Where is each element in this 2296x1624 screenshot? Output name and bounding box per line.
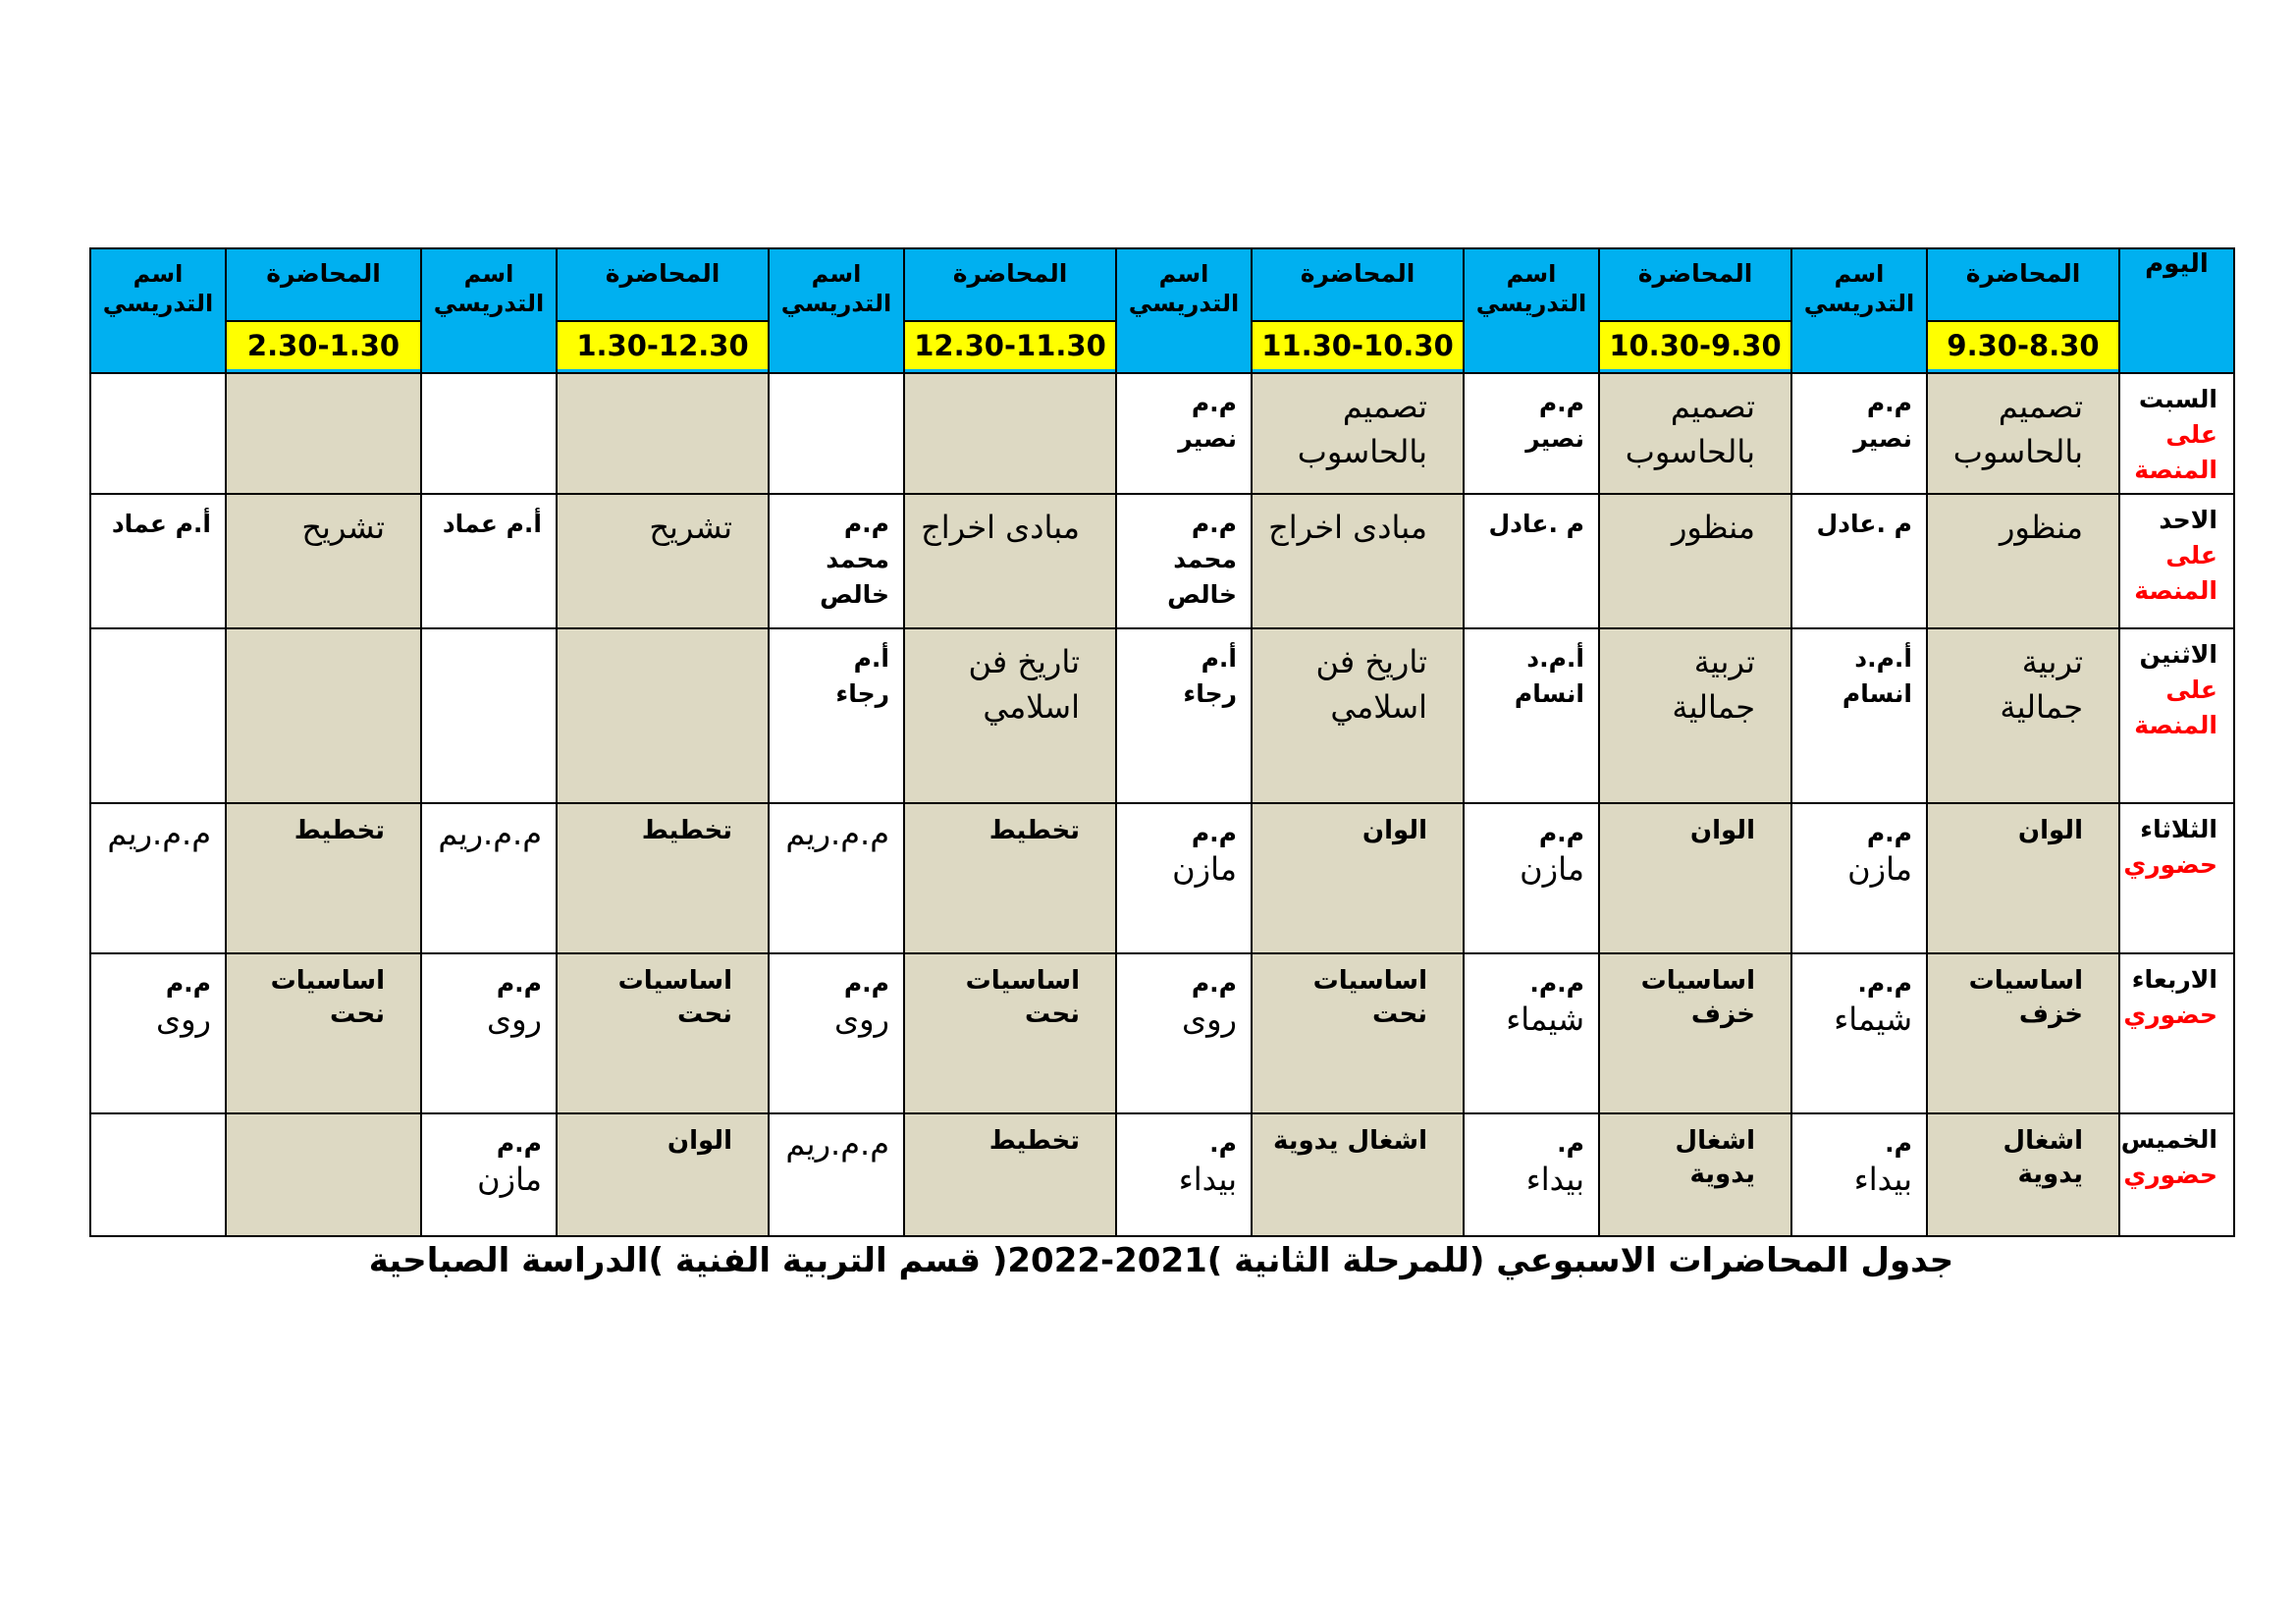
instructor-name <box>1792 629 1926 712</box>
lecture-name: تخطيط <box>294 816 385 845</box>
day-mode: على المنصة <box>2134 541 2217 605</box>
lecture-cell <box>1599 373 1791 494</box>
lecture-cell <box>557 373 769 494</box>
lecture-cell <box>557 953 769 1113</box>
time-slot-label: 12.30-11.30 <box>905 322 1115 369</box>
lecture-cell <box>226 1113 421 1236</box>
day-mode: حضوري <box>2123 850 2217 879</box>
lecture-cell <box>1599 803 1791 953</box>
instructor-cell <box>1791 1113 1927 1236</box>
instructor-cell <box>1116 953 1252 1113</box>
instructor-name <box>422 629 556 641</box>
instructor-cell <box>1116 628 1252 803</box>
instructor-title: م.م <box>1538 389 1584 417</box>
instructor-title: م.م <box>1191 389 1237 417</box>
schedule-caption: جدول المحاضرات الاسبوعي (للمرحلة الثانية )2021-2022( قسم التربية الفنية )الدراسة الصباحية <box>368 1241 1954 1280</box>
lecture-name <box>905 374 1115 384</box>
lecture-name: اساسيات نحت <box>617 966 732 1029</box>
instructor-cell <box>90 803 226 953</box>
instructor-header-label: اسم التدريسي <box>1475 260 1587 317</box>
schedule-sheet <box>89 247 2233 1237</box>
instructor-name <box>1465 629 1598 712</box>
lecture-header-label: المحاضرة <box>1300 259 1415 288</box>
time-slot-label: 9.30-8.30 <box>1928 322 2118 369</box>
lecture-name: تربية جمالية <box>1672 643 1755 726</box>
instructor-name <box>1117 629 1251 712</box>
instructor-header-6 <box>90 248 226 373</box>
instructor-name <box>1117 495 1251 613</box>
lecture-cell <box>904 953 1116 1113</box>
instructor-title: م.م <box>1191 969 1237 998</box>
instructor-title: م.م <box>496 969 542 998</box>
instructor-cell <box>90 628 226 803</box>
instructor-name <box>422 954 556 1037</box>
day-mode: على المنصة <box>2134 676 2217 739</box>
instructor-title: م. <box>1557 1129 1584 1158</box>
instructor-surname: بيداء <box>1853 1161 1912 1198</box>
instructor-name <box>91 374 225 386</box>
lecture-cell <box>226 803 421 953</box>
lecture-cell <box>226 953 421 1113</box>
instructor-cell <box>769 953 904 1113</box>
instructor-surname: رجاء <box>835 679 889 708</box>
instructor-title: م .عادل <box>1488 510 1584 538</box>
lecture-name: تصميم بالحاسوب <box>1625 388 1755 470</box>
lecture-name: اساسيات نحت <box>270 966 385 1029</box>
instructor-name <box>422 804 556 851</box>
instructor-name <box>91 954 225 1037</box>
instructor-cell <box>1464 803 1599 953</box>
day-name: الاثنين <box>2139 640 2217 669</box>
instructor-surname: خالص <box>820 580 889 609</box>
instructor-header-5 <box>421 248 557 373</box>
day-row <box>90 953 2234 1113</box>
instructor-title: م.م <box>843 969 889 998</box>
instructor-name <box>1792 954 1926 1037</box>
instructor-title: م.م <box>1866 819 1912 847</box>
instructor-name <box>91 1114 225 1126</box>
lecture-name: اشغال يدوية <box>1272 1126 1427 1156</box>
lecture-name: تخطيط <box>988 1126 1080 1156</box>
instructor-cell <box>1791 373 1927 494</box>
instructor-surname: روى <box>1182 1001 1237 1038</box>
day-name: الخميس <box>2120 1125 2217 1154</box>
instructor-title: م.م. <box>1857 969 1912 998</box>
instructor-header-label: اسم التدريسي <box>1803 260 1915 317</box>
instructor-header-1 <box>1791 248 1927 373</box>
time-slot-4 <box>904 321 1116 373</box>
day-mode: حضوري <box>2123 1001 2217 1029</box>
instructor-title: م.م <box>1191 819 1237 847</box>
instructor-cell <box>1464 373 1599 494</box>
instructor-cell <box>1791 628 1927 803</box>
time-slot-label: 2.30-1.30 <box>227 322 420 369</box>
time-slot-label: 10.30-9.30 <box>1600 322 1790 369</box>
lecture-name: الوان <box>2017 816 2083 845</box>
instructor-cell <box>1464 953 1599 1113</box>
lecture-cell <box>904 373 1116 494</box>
instructor-name <box>1792 495 1926 542</box>
lecture-name: مبادى اخراج <box>921 509 1080 546</box>
instructor-surname: شيماء <box>1506 1001 1584 1038</box>
instructor-name <box>1117 374 1251 457</box>
instructor-cell <box>1464 628 1599 803</box>
lecture-header-label: المحاضرة <box>605 259 721 288</box>
instructor-name <box>1465 495 1598 542</box>
lecture-header-label: المحاضرة <box>1965 259 2081 288</box>
instructor-title: م.م <box>165 969 211 998</box>
lecture-name: تشريح <box>649 509 732 546</box>
lecture-name: تشريح <box>301 509 385 546</box>
day-row <box>90 1113 2234 1236</box>
instructor-surname: مازن <box>477 1161 542 1198</box>
instructor-header-3 <box>1116 248 1252 373</box>
lecture-cell <box>1252 628 1464 803</box>
instructor-cell <box>1791 803 1927 953</box>
instructor-title: م.م. <box>1529 969 1584 998</box>
instructor-surname: شيماء <box>1834 1001 1912 1038</box>
instructor-cell <box>1791 494 1927 628</box>
lecture-cell <box>904 494 1116 628</box>
instructor-cell <box>421 628 557 803</box>
lecture-cell <box>226 373 421 494</box>
instructor-surname: مازن <box>1172 850 1237 888</box>
day-name: السبت <box>2138 385 2217 413</box>
day-row <box>90 803 2234 953</box>
instructor-name <box>1465 374 1598 457</box>
lecture-name: الوان <box>1362 816 1427 845</box>
lecture-header-label: المحاضرة <box>952 259 1068 288</box>
lecture-name <box>227 374 420 384</box>
instructor-cell <box>1116 494 1252 628</box>
instructor-cell <box>769 803 904 953</box>
lecture-cell <box>1252 1113 1464 1236</box>
instructor-title: أ.م عماد <box>111 510 211 538</box>
instructor-name <box>770 629 903 712</box>
instructor-cell <box>769 1113 904 1236</box>
day-mode: حضوري <box>2123 1161 2217 1189</box>
instructor-cell <box>1116 1113 1252 1236</box>
instructor-surname: رجاء <box>1183 679 1237 708</box>
lecture-cell <box>1927 628 2119 803</box>
lecture-header-4 <box>904 248 1116 321</box>
instructor-cell <box>1116 373 1252 494</box>
instructor-cell <box>1464 494 1599 628</box>
instructor-title: م.م <box>1866 389 1912 417</box>
day-name: الثلاثاء <box>2140 815 2217 843</box>
instructor-title: م.م.ريم <box>438 815 542 852</box>
instructor-surname: بيداء <box>1525 1161 1584 1198</box>
instructor-surname: خالص <box>1167 580 1237 609</box>
instructor-name <box>1465 1114 1598 1197</box>
instructor-cell <box>769 628 904 803</box>
instructor-name <box>422 495 556 542</box>
instructor-surname: نصير <box>1525 424 1584 453</box>
instructor-name <box>770 374 903 386</box>
lecture-name: منظور <box>1671 509 1755 546</box>
instructor-name <box>770 804 903 851</box>
instructor-cell <box>769 373 904 494</box>
lecture-name: مبادى اخراج <box>1268 509 1427 546</box>
instructor-title: أ.م عماد <box>442 510 542 538</box>
instructor-name <box>422 1114 556 1197</box>
lecture-name <box>558 374 768 384</box>
instructor-title: م.م محمد <box>826 510 889 573</box>
instructor-title: م.م.ريم <box>785 815 889 852</box>
instructor-title: م.م.ريم <box>107 815 211 852</box>
lecture-cell <box>1252 803 1464 953</box>
day-row <box>90 628 2234 803</box>
instructor-title: م.م.ريم <box>785 1125 889 1163</box>
instructor-surname: انسام <box>1842 679 1912 708</box>
lecture-header-2 <box>1599 248 1791 321</box>
instructor-title: م. <box>1209 1129 1237 1158</box>
lecture-name <box>227 629 420 639</box>
instructor-title: م.م محمد <box>1173 510 1237 573</box>
lecture-header-3 <box>1252 248 1464 321</box>
lecture-cell <box>1252 494 1464 628</box>
instructor-cell <box>1116 803 1252 953</box>
lecture-name: تربية جمالية <box>2000 643 2083 726</box>
lecture-cell <box>226 628 421 803</box>
instructor-name <box>1117 804 1251 887</box>
day-mode: على المنصة <box>2134 420 2217 484</box>
lecture-name: تخطيط <box>988 816 1080 845</box>
lecture-name: تصميم بالحاسوب <box>1952 388 2083 470</box>
day-row <box>90 494 2234 628</box>
lecture-name: اساسيات نحت <box>1312 966 1427 1029</box>
lecture-name <box>558 629 768 639</box>
instructor-surname: مازن <box>1520 850 1584 888</box>
lecture-cell <box>1927 953 2119 1113</box>
lecture-header-label: المحاضرة <box>1637 259 1753 288</box>
instructor-surname: نصير <box>1853 424 1912 453</box>
instructor-header-4 <box>769 248 904 373</box>
lecture-name: اساسيات خزف <box>1640 966 1755 1029</box>
lecture-name: تاريخ فن اسلامي <box>968 643 1080 726</box>
instructor-title: أ.م.د <box>1526 644 1584 673</box>
lecture-name <box>227 1114 420 1124</box>
lecture-cell <box>557 1113 769 1236</box>
day-cell <box>2119 803 2234 953</box>
instructor-surname: مازن <box>1847 850 1912 888</box>
instructor-name <box>770 495 903 613</box>
instructor-title: أ.م.د <box>1854 644 1912 673</box>
lecture-cell <box>904 628 1116 803</box>
lecture-name: اساسيات نحت <box>965 966 1080 1029</box>
lecture-cell <box>557 494 769 628</box>
instructor-header-label: اسم التدريسي <box>433 260 545 317</box>
lecture-header-label: المحاضرة <box>266 259 381 288</box>
instructor-title: م .عادل <box>1816 510 1912 538</box>
day-cell <box>2119 1113 2234 1236</box>
lecture-cell <box>1927 1113 2119 1236</box>
time-slot-1 <box>1927 321 2119 373</box>
instructor-title: م.م <box>1538 819 1584 847</box>
lecture-cell <box>557 803 769 953</box>
instructor-title: م. <box>1885 1129 1912 1158</box>
lecture-name: اساسيات خزف <box>1968 966 2083 1029</box>
instructor-name <box>1465 954 1598 1037</box>
instructor-cell <box>90 494 226 628</box>
time-slot-3 <box>1252 321 1464 373</box>
lecture-cell <box>904 803 1116 953</box>
instructor-header-label: اسم التدريسي <box>102 260 214 317</box>
instructor-title: أ.م <box>1201 644 1237 673</box>
schedule-table <box>89 247 2235 1237</box>
lecture-name: منظور <box>1999 509 2083 546</box>
time-slot-6 <box>226 321 421 373</box>
lecture-cell <box>1599 494 1791 628</box>
instructor-header-2 <box>1464 248 1599 373</box>
lecture-name: الوان <box>667 1126 732 1156</box>
instructor-cell <box>421 494 557 628</box>
instructor-name <box>770 1114 903 1162</box>
instructor-name <box>422 374 556 386</box>
instructor-title: م.م <box>496 1129 542 1158</box>
lecture-header-6 <box>226 248 421 321</box>
instructor-surname: روى <box>834 1001 889 1038</box>
instructor-name <box>1792 374 1926 457</box>
instructor-name <box>1117 954 1251 1037</box>
lecture-header-5 <box>557 248 769 321</box>
day-cell <box>2119 953 2234 1113</box>
instructor-name <box>1117 1114 1251 1197</box>
lecture-name: الوان <box>1689 816 1755 845</box>
lecture-cell <box>557 628 769 803</box>
instructor-name <box>770 954 903 1037</box>
instructor-cell <box>90 953 226 1113</box>
lecture-header-1 <box>1927 248 2119 321</box>
instructor-name <box>91 804 225 851</box>
lecture-cell <box>1927 803 2119 953</box>
instructor-name <box>1792 804 1926 887</box>
day-cell <box>2119 628 2234 803</box>
day-name: الاحد <box>2159 506 2217 534</box>
lecture-cell <box>1599 1113 1791 1236</box>
time-slot-label: 11.30-10.30 <box>1253 322 1463 369</box>
lecture-cell <box>1252 373 1464 494</box>
time-slot-2 <box>1599 321 1791 373</box>
instructor-cell <box>90 373 226 494</box>
day-row <box>90 373 2234 494</box>
instructor-cell <box>1464 1113 1599 1236</box>
lecture-cell <box>226 494 421 628</box>
day-header: اليوم <box>2119 248 2234 373</box>
lecture-cell <box>1252 953 1464 1113</box>
instructor-header-label: اسم التدريسي <box>780 260 892 317</box>
lecture-name: اشغال يدوية <box>1675 1126 1755 1189</box>
instructor-header-label: اسم التدريسي <box>1128 260 1240 317</box>
instructor-surname: روى <box>156 1001 211 1038</box>
lecture-cell <box>1927 494 2119 628</box>
lecture-name: تصميم بالحاسوب <box>1297 388 1427 470</box>
instructor-surname: روى <box>487 1001 542 1038</box>
instructor-cell <box>421 953 557 1113</box>
instructor-name <box>91 629 225 641</box>
instructor-cell <box>90 1113 226 1236</box>
instructor-title: أ.م <box>853 644 889 673</box>
instructor-cell <box>769 494 904 628</box>
instructor-cell <box>421 373 557 494</box>
lecture-name: اشغال يدوية <box>2002 1126 2083 1189</box>
instructor-name <box>1465 804 1598 887</box>
instructor-name <box>1792 1114 1926 1197</box>
instructor-surname: نصير <box>1178 424 1237 453</box>
day-name: الاربعاء <box>2131 965 2217 994</box>
lecture-cell <box>1599 953 1791 1113</box>
instructor-cell <box>1791 953 1927 1113</box>
instructor-surname: بيداء <box>1178 1161 1237 1198</box>
day-cell <box>2119 373 2234 494</box>
day-cell <box>2119 494 2234 628</box>
lecture-cell <box>1599 628 1791 803</box>
instructor-cell <box>421 1113 557 1236</box>
lecture-cell <box>1927 373 2119 494</box>
lecture-name: تاريخ فن اسلامي <box>1315 643 1427 726</box>
instructor-name <box>91 495 225 542</box>
instructor-cell <box>421 803 557 953</box>
lecture-name: تخطيط <box>641 816 732 845</box>
time-slot-5 <box>557 321 769 373</box>
lecture-cell <box>904 1113 1116 1236</box>
time-slot-label: 1.30-12.30 <box>558 322 768 369</box>
instructor-surname: انسام <box>1514 679 1584 708</box>
